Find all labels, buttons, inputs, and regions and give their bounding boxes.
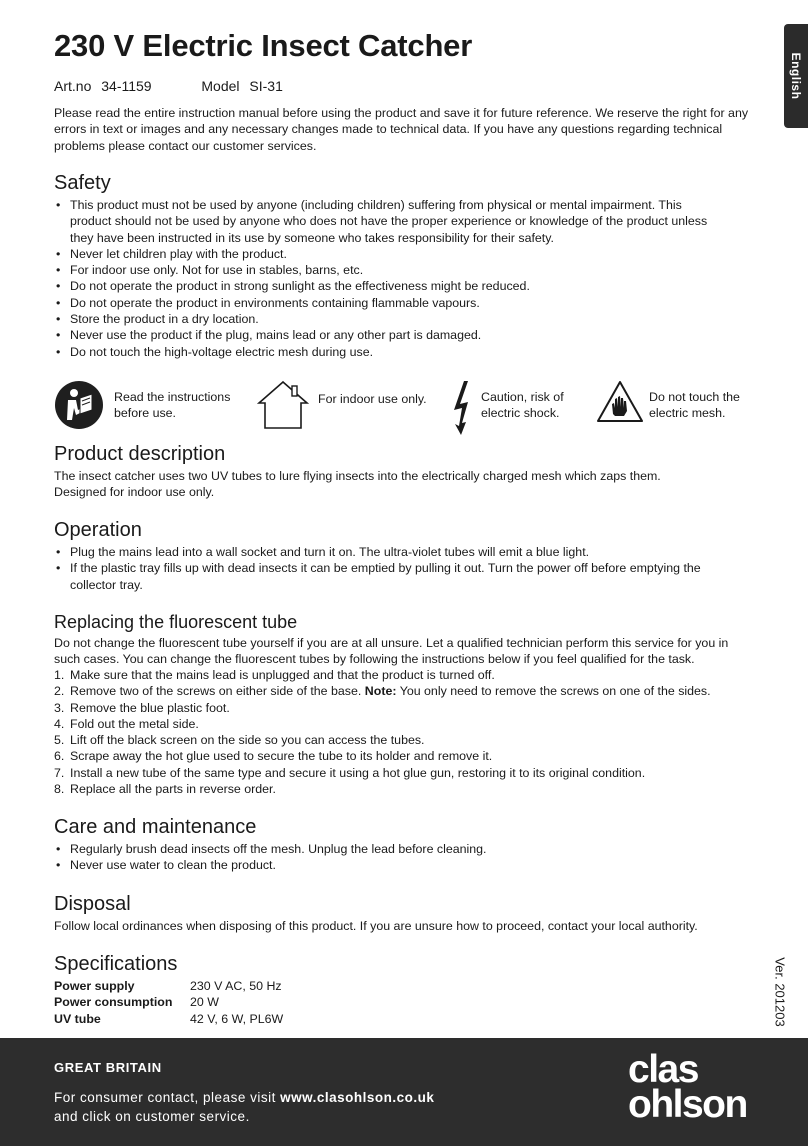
list-item: 6. Scrape away the hot glue used to secure the tube to its holder and remove it. [54,749,493,764]
list-item: • Do not touch the high-voltage electric mesh during use. [54,344,754,360]
symbol-label-read: Read the instructions before use. [114,390,231,420]
list-item: • This product must not be used by anyone (including children) suffering from physical or mental impairment. This product should not be used by anyone who does not have the proper experience or knowledge of the product unless they have been instructed in its use by someone who takes responsibility for their safety. [54,197,710,246]
art-no-value: 34-1159 [101,78,152,94]
table-row: Power supply 230 V AC, 50 Hz [54,979,282,993]
symbol-label-shock: Caution, risk of electric shock. [481,390,564,420]
list-item: • For indoor use only. Not for use in stables, barns, etc. [54,262,754,278]
disposal-text: Follow local ordinances when disposing of this product. If you are unsure how to proceed, contact your local authority. [54,919,698,933]
hand-warning-icon [596,380,644,424]
intro-text: Please read the entire instruction manual before using the product and save it for future reference. We reserve the right for any errors in text or images and any necessary changes made to technical data. If you have any questions regarding technical problems please contact our customer services. [54,106,749,153]
list-item: 5. Lift off the black screen on the side so you can access the tubes. [54,733,425,748]
operation-heading: Operation [54,519,142,541]
article-info [54,78,289,94]
list-item: • Never use the product if the plug, mains lead or any other part is damaged. [54,327,754,343]
list-item: • Do not operate the product in strong sunlight as the effectiveness might be reduced. [54,278,754,294]
specifications-table [54,978,283,1027]
safety-heading: Safety [54,172,111,194]
clas-ohlson-logo: clas ohlson [628,1048,747,1126]
table-row: UV tube 42 V, 6 W, PL6W [54,1011,284,1026]
symbol-label-indoor: For indoor use only. [318,392,427,406]
care-list [54,841,754,874]
symbol-label-mesh: Do not touch the electric mesh. [649,390,740,420]
replacing-intro: Do not change the fluorescent tube yourself if you are at all unsure. Let a qualified technician perform this service for you in such cases. You can change the fluorescent tubes by following the instructions below if you feel qualified for the task. [54,636,729,667]
lightning-bolt-icon [450,380,474,436]
version-label: Ver. 201203 [772,957,788,1027]
specifications-heading: Specifications [54,953,178,975]
list-item: • If the plastic tray fills up with dead insects it can be emptied by pulling it out. Turn the power off before emptying the collector tray. [54,560,724,593]
product-description-text: The insect catcher uses two UV tubes to lure flying insects into the electrically charged mesh which zaps them. Designed for indoor use only. [54,469,661,500]
care-heading: Care and maintenance [54,816,257,838]
product-description-heading: Product description [54,443,226,465]
list-item: • Never use water to clean the product. [54,857,754,873]
safety-list [54,197,754,360]
language-tab [784,24,808,128]
list-item: • Plug the mains lead into a wall socket and turn it on. The ultra-violet tubes will emit a blue light. [54,544,724,560]
disposal-heading: Disposal [54,893,131,915]
list-item: 4. Fold out the metal side. [54,716,199,731]
list-item: • Regularly brush dead insects off the mesh. Unplug the lead before cleaning. [54,841,754,857]
list-item: 8. Replace all the parts in reverse order. [54,782,276,797]
page-title: 230 V Electric Insect Catcher [54,28,473,63]
list-item: • Never let children play with the product. [54,246,754,262]
list-item: 1. Make sure that the mains lead is unplugged and that the product is turned off. [54,668,495,682]
language-tab-label: English [789,52,803,100]
list-item: • Do not operate the product in environments containing flammable vapours. [54,295,754,311]
footer [0,1038,808,1146]
replacing-heading: Replacing the fluorescent tube [54,612,298,632]
list-item: 3. Remove the blue plastic foot. [54,700,230,715]
read-instructions-icon [54,380,104,430]
model-value: SI-31 [249,78,283,94]
footer-contact: For consumer contact, please visit www.clasohlson.co.uk and click on customer service. [54,1090,435,1124]
replacing-steps [54,667,754,797]
house-icon [256,380,310,430]
contact-url-link[interactable]: www.clasohlson.co.uk [280,1090,435,1105]
list-item: 7. Install a new tube of the same type and secure it using a hot glue gun, restoring it to its original condition. [54,765,646,780]
list-item: • Store the product in a dry location. [54,311,754,327]
operation-list [54,544,724,593]
model-label: Model [201,78,240,94]
footer-country: GREAT BRITAIN [54,1060,162,1075]
list-item: 2. Remove two of the screws on either side of the base. Note: You only need to remove the screws on one of the sides. [54,684,711,699]
art-no-label: Art.no [54,78,92,94]
table-row: Power consumption 20 W [54,995,219,1010]
